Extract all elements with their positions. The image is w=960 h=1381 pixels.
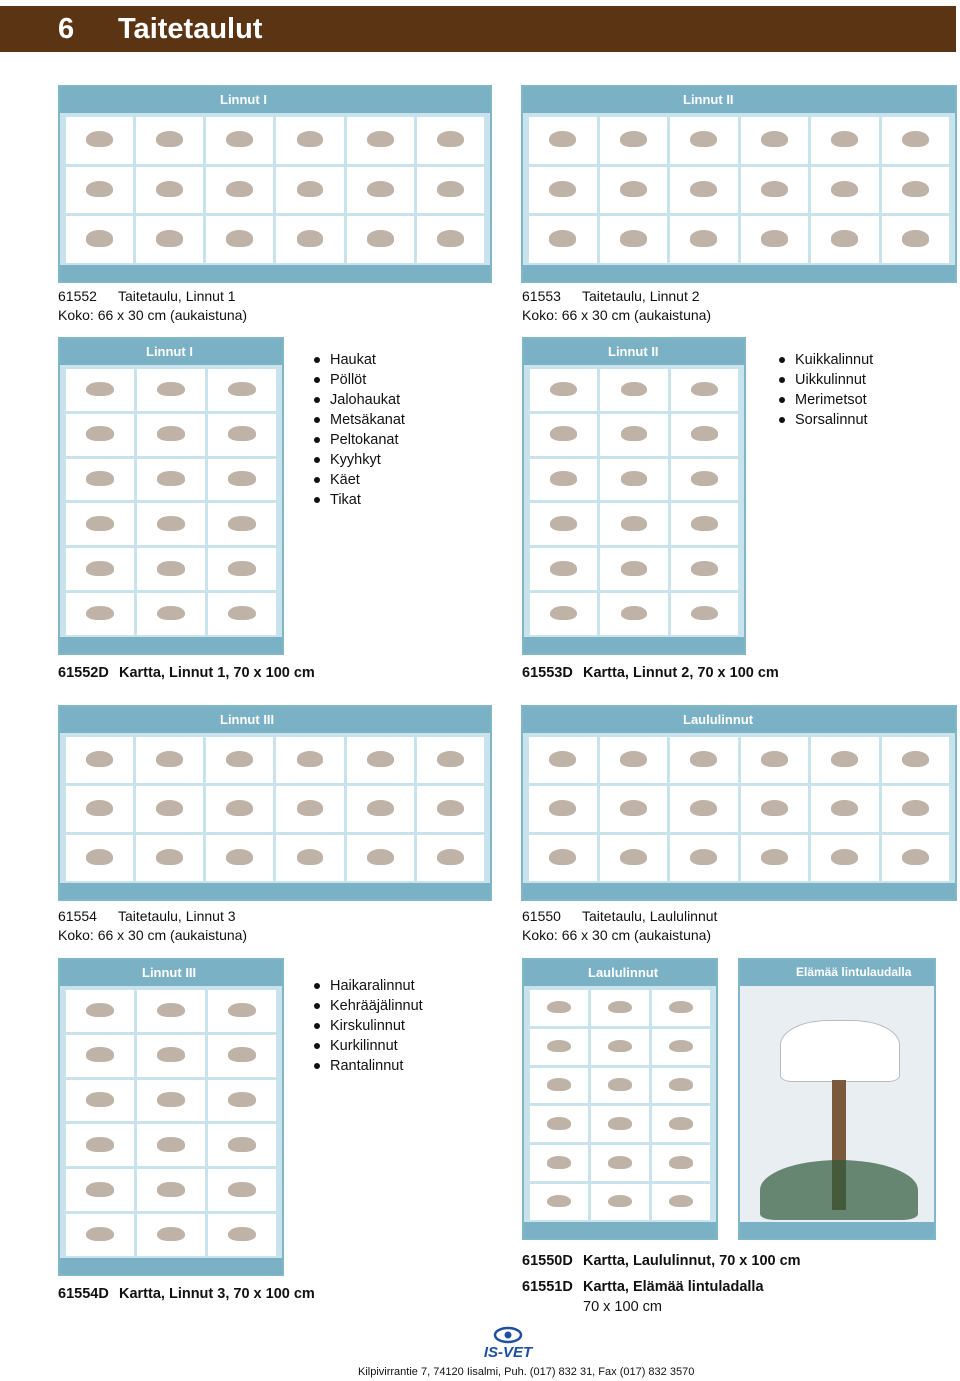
isvet-logo	[462, 1326, 554, 1360]
poster-linnut-2-folded	[521, 85, 957, 283]
poster-title: Elämää lintulaudalla	[796, 965, 912, 979]
list-item: Jalohaukat	[314, 390, 405, 410]
map-61551D	[522, 1279, 764, 1295]
poster-elamaa-lintulaudalla	[738, 958, 936, 1240]
logo-text: IS-VET	[483, 1344, 533, 1360]
section-number: 6	[58, 13, 75, 45]
list-item: Merimetsot	[779, 390, 873, 410]
product-name: Taitetaulu, Linnut 3	[118, 908, 236, 924]
map-61552D	[58, 665, 315, 681]
product-name: Taitetaulu, Laululinnut	[582, 908, 718, 924]
poster-title: Laululinnut	[683, 712, 754, 727]
map-code: 61552D	[58, 665, 109, 681]
poster-title: Linnut I	[146, 344, 193, 359]
map-61550D	[522, 1253, 801, 1269]
list-item: Haukat	[314, 350, 405, 370]
map-code: 61551D	[522, 1279, 573, 1295]
map-code: 61554D	[58, 1286, 109, 1302]
product-name: Taitetaulu, Linnut 1	[118, 288, 236, 304]
list-item: Kehrääjälinnut	[314, 996, 423, 1016]
list-item: Käet	[314, 470, 405, 490]
contents-list-linnut-3	[314, 976, 423, 1076]
product-size: Koko: 66 x 30 cm (aukaistuna)	[58, 307, 248, 323]
map-text: Kartta, Linnut 2, 70 x 100 cm	[583, 665, 779, 681]
product-61554	[58, 908, 247, 943]
poster-laululinnut-folded	[521, 705, 957, 901]
list-item: Kuikkalinnut	[779, 350, 873, 370]
list-item: Tikat	[314, 490, 405, 510]
product-code: 61554	[58, 908, 97, 924]
poster-title: Linnut III	[142, 965, 197, 980]
product-code: 61553	[522, 288, 561, 304]
product-code: 61550	[522, 908, 561, 924]
map-61553D	[522, 665, 779, 681]
product-size: Koko: 66 x 30 cm (aukaistuna)	[58, 927, 248, 943]
map-text: Kartta, Laululinnut, 70 x 100 cm	[583, 1253, 801, 1269]
contents-list-linnut-2	[779, 350, 873, 430]
map-code: 61550D	[522, 1253, 573, 1269]
list-item: Haikaralinnut	[314, 976, 423, 996]
list-item: Rantalinnut	[314, 1056, 423, 1076]
poster-title: Linnut I	[220, 92, 267, 107]
list-item: Kyyhkyt	[314, 450, 405, 470]
section-header	[0, 6, 956, 52]
poster-linnut-3-folded	[58, 705, 492, 901]
product-size: Koko: 66 x 30 cm (aukaistuna)	[522, 927, 712, 943]
contents-list-linnut-1	[314, 350, 405, 510]
poster-laululinnut-chart	[522, 958, 718, 1240]
list-item: Metsäkanat	[314, 410, 405, 430]
map-text: Kartta, Linnut 1, 70 x 100 cm	[119, 665, 315, 681]
poster-title: Linnut III	[220, 712, 275, 727]
map-61554D	[58, 1286, 315, 1302]
poster-linnut-3-chart	[58, 958, 284, 1276]
poster-title: Laululinnut	[588, 965, 659, 980]
map-61551D-size: 70 x 100 cm	[583, 1299, 662, 1315]
poster-title: Linnut II	[608, 344, 659, 359]
list-item: Uikkulinnut	[779, 370, 873, 390]
list-item: Pöllöt	[314, 370, 405, 390]
product-size: Koko: 66 x 30 cm (aukaistuna)	[522, 307, 712, 323]
list-item: Sorsalinnut	[779, 410, 873, 430]
product-61553	[522, 288, 711, 323]
poster-linnut-1-folded	[58, 85, 492, 283]
list-item: Kirskulinnut	[314, 1016, 423, 1036]
list-item: Peltokanat	[314, 430, 405, 450]
poster-linnut-1-chart	[58, 337, 284, 655]
product-name: Taitetaulu, Linnut 2	[582, 288, 700, 304]
poster-linnut-2-chart	[522, 337, 746, 655]
poster-title: Linnut II	[683, 92, 734, 107]
product-61550	[522, 908, 717, 943]
section-title: Taitetaulut	[118, 13, 263, 45]
footer-address: Kilpivirrantie 7, 74120 Iisalmi, Puh. (017) 832 31, Fax (017) 832 3570	[358, 1366, 695, 1378]
map-text: Kartta, Linnut 3, 70 x 100 cm	[119, 1286, 315, 1302]
product-code: 61552	[58, 288, 97, 304]
map-code: 61553D	[522, 665, 573, 681]
product-61552	[58, 288, 247, 323]
map-text: Kartta, Elämää lintuladalla	[583, 1279, 764, 1295]
list-item: Kurkilinnut	[314, 1036, 423, 1056]
